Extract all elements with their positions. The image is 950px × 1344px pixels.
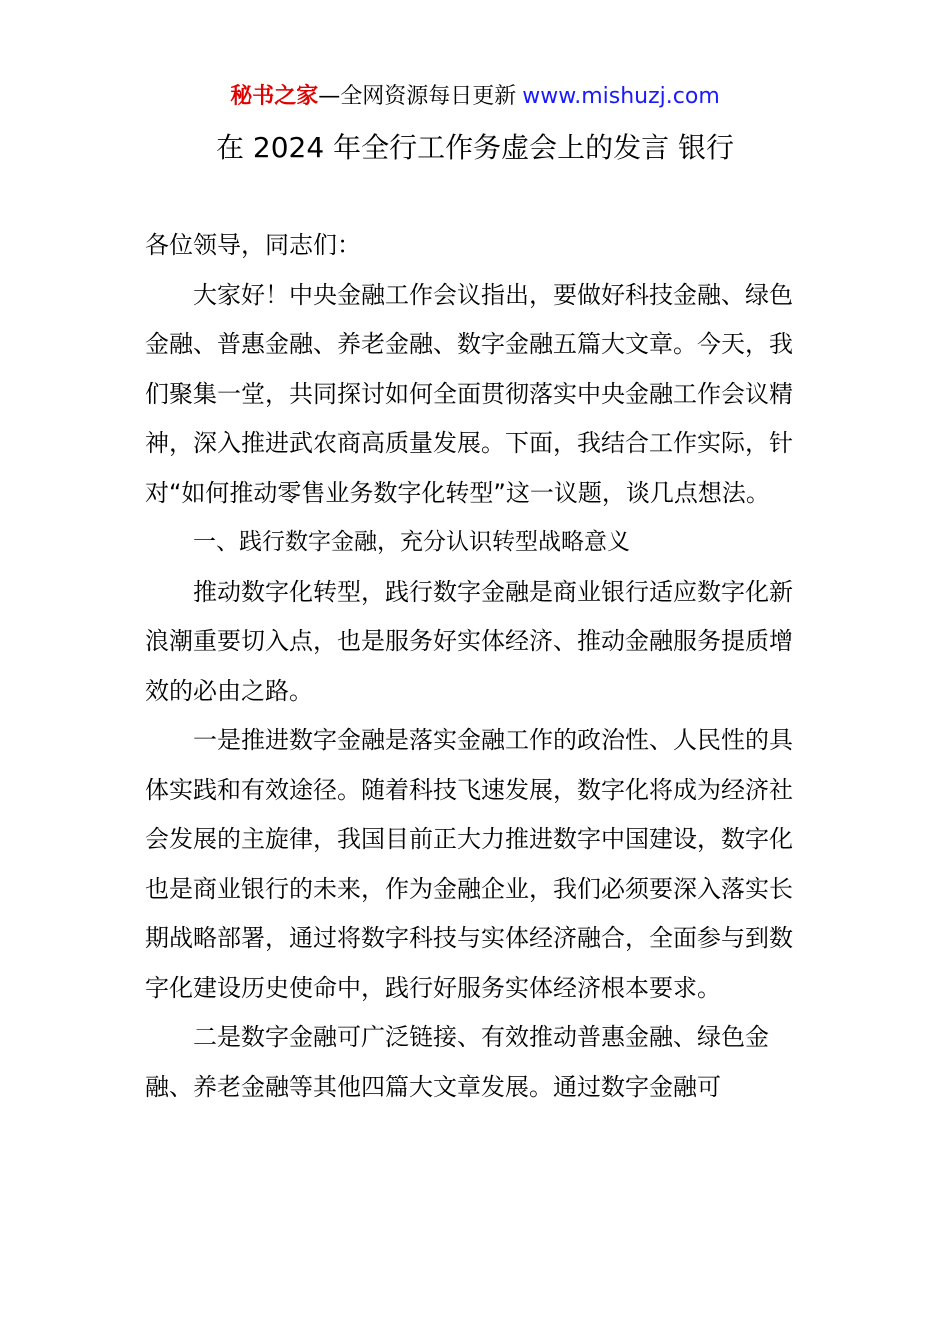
paragraph-section-1-overview: 推动数字化转型，践行数字金融是商业银行适应数字化新浪潮重要切入点，也是服务好实体经济、推动金融服务提质增效的必由之路。 — [145, 577, 793, 705]
document-title: 在 2024 年全行工作务虚会上的发言 银行 — [216, 131, 734, 164]
paragraph-point-1: 一是推进数字金融是落实金融工作的政治性、人民性的具体实践和有效途径。随着科技飞速发展，数字化将成为经济社会发展的主旋律，我国目前正大力推进数字中国建设，数字化也是商业银行的未来，作为金融企业，我们必须要深入落实长期战略部署，通过将数字科技与实体经济融合，全面参与到数字化建设历史使命中，践行好服务实体经济根本要求。 — [145, 726, 793, 1002]
paragraph-point-2: 二是数字金融可广泛链接、有效推动普惠金融、绿色金融、养老金融等其他四篇大文章发展。通过数字金融可 — [145, 1023, 769, 1101]
section-heading-1: 一、践行数字金融，充分认识转型战略意义 — [193, 529, 630, 555]
paragraph-intro: 大家好！中央金融工作会议指出，要做好科技金融、绿色金融、普惠金融、养老金融、数字金融五篇大文章。今天，我们聚集一堂，共同探讨如何全面贯彻落实中央金融工作会议精神，深入推进武农商高质量发展。下面，我结合工作实际，针对“如何推动零售业务数字化转型”这一议题，谈几点想法。 — [145, 280, 793, 507]
site-banner — [0, 82, 950, 112]
document-body — [145, 221, 809, 1112]
salutation: 各位领导，同志们： — [145, 231, 361, 259]
banner-tagline: —全网资源每日更新 — [318, 84, 517, 109]
site-url-link[interactable]: www.mishuzj.com — [522, 84, 720, 109]
brand-name: 秘书之家 — [230, 84, 319, 109]
